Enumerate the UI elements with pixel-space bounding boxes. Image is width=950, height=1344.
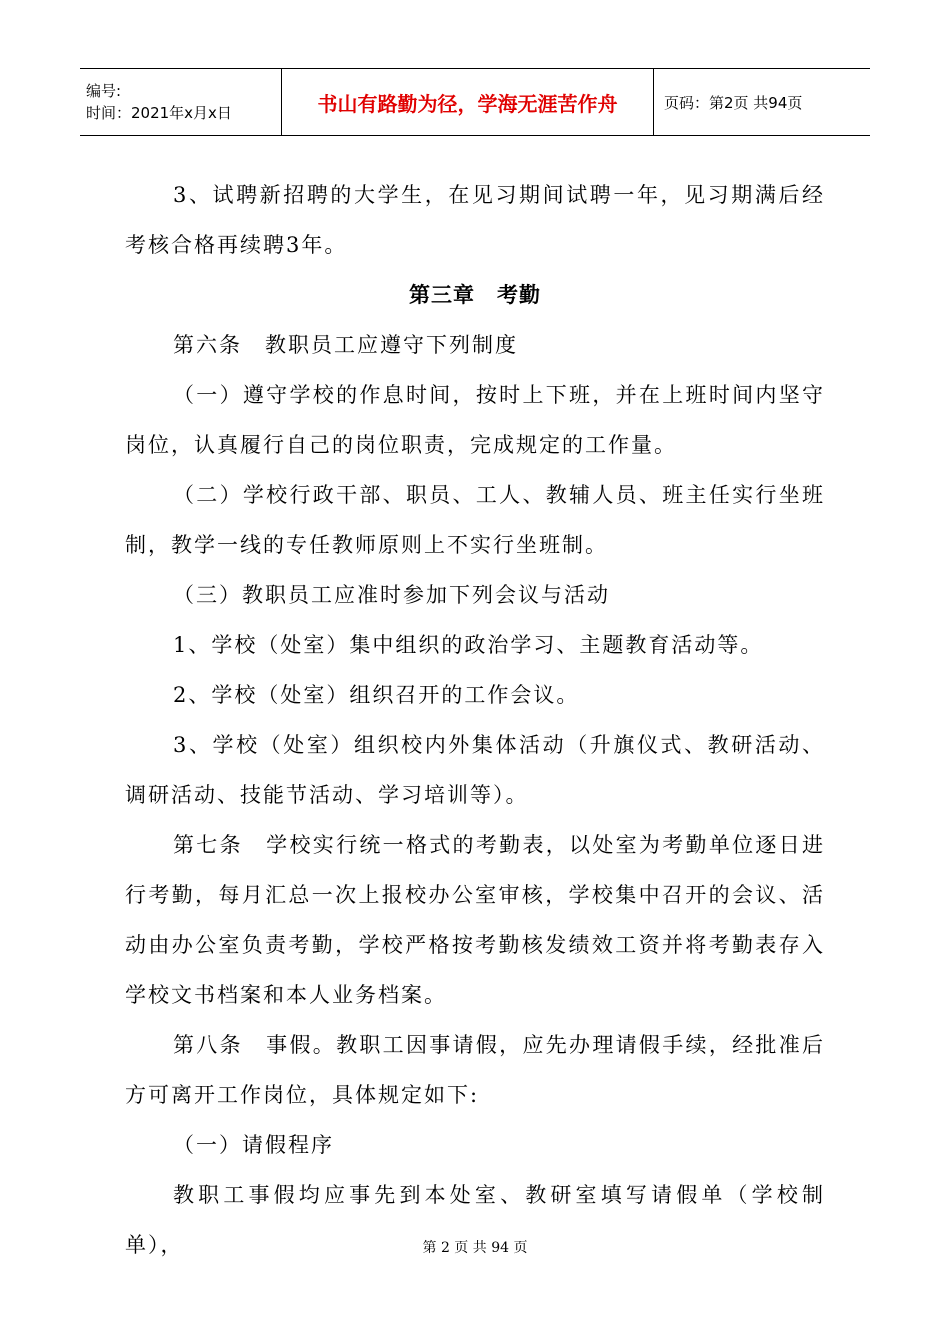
list-item: 1、学校（处室）集中组织的政治学习、主题教育活动等。	[173, 633, 764, 657]
paragraph: （三）教职员工应准时参加下列会议与活动	[173, 583, 610, 607]
serial-number-label: 编号:	[86, 82, 122, 100]
page-code-text: 页码：第2页 共94页	[664, 93, 803, 112]
subsection-heading: （一）请假程序	[173, 1133, 334, 1157]
paragraph: 教职工事假均应事先到本处室、教研室填写请假单（学校制单），	[125, 1183, 825, 1257]
chapter-heading: 第三章 考勤	[409, 282, 541, 307]
paragraph: （一）遵守学校的作息时间，按时上下班，并在上班时间内坚守岗位，认真履行自己的岗位职责，完成规定的工作量。	[125, 383, 825, 457]
list-item: 3、学校（处室）组织校内外集体活动（升旗仪式、教研活动、调研活动、技能节活动、学习培训等）。	[125, 733, 825, 807]
paragraph: 3、试聘新招聘的大学生，在见习期间试聘一年，见习期满后经考核合格再续聘3年。	[125, 183, 825, 257]
document-body	[125, 170, 825, 1270]
paragraph: （二）学校行政干部、职员、工人、教辅人员、班主任实行坐班制，教学一线的专任教师原则上不实行坐班制。	[125, 483, 825, 557]
article-paragraph: 第七条 学校实行统一格式的考勤表，以处室为考勤单位逐日进行考勤，每月汇总一次上报校办公室审核，学校集中召开的会议、活动由办公室负责考勤，学校严格按考勤核发绩效工资并将考勤表存入学校文书档案和本人业务档案。	[125, 833, 825, 1007]
header-meta	[80, 69, 282, 135]
header-motto	[282, 69, 654, 135]
list-item: 2、学校（处室）组织召开的工作会议。	[173, 683, 580, 707]
article-paragraph: 第八条 事假。教职工因事请假，应先办理请假手续，经批准后方可离开工作岗位，具体规定如下:	[125, 1033, 825, 1107]
page-footer: 第 2 页 共 94 页	[422, 1240, 528, 1256]
motto-text: 书山有路勤为径，学海无涯苦作舟	[317, 91, 618, 116]
page-header	[80, 68, 870, 136]
article-heading: 第六条 教职员工应遵守下列制度	[173, 333, 518, 357]
header-page-code	[654, 69, 870, 135]
date-label: 时间：2021年x月x日	[86, 104, 232, 122]
